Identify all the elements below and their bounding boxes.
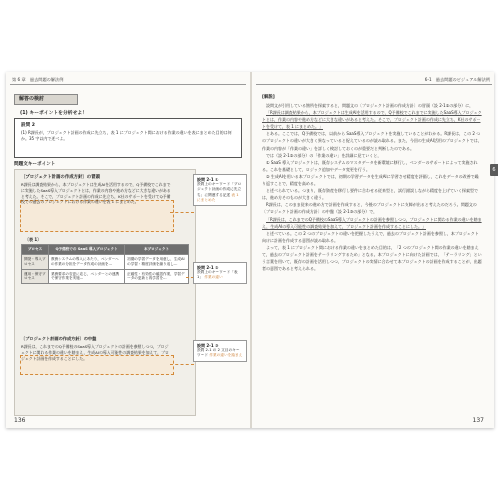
left-page	[10, 72, 246, 428]
note-leader-line	[170, 364, 194, 365]
step-title: (1) キーポイントを分析せよ！	[20, 111, 87, 116]
note-label: 設問 2-1 ③	[197, 343, 219, 348]
question-text: (1) R課長が，プロジェクト計画の作成に先立ち，表 1 にプロジェクト間における作業の違いを表にまとめた目的は何か。35 字以内で述べよ。	[21, 130, 232, 142]
table-header-cell: プロセス	[22, 245, 49, 255]
note-text: 設問上のキーワード「プロジェクト計画の作成に先立ち」に関連する記述	[197, 182, 242, 197]
note-text: 設問上のキーワード「表 1」	[197, 270, 238, 280]
excerpt1-title: 〔プロジェクト計画の作成方針〕の冒頭	[21, 175, 100, 180]
table-header-cell: 本プロジェクト	[125, 245, 189, 255]
right-page	[256, 72, 496, 428]
table-cell: 教務システムの導入にあたり，ベンダーへの作業の分担をデータ作成の計画を…	[49, 255, 125, 270]
annotation-heading: [解説]	[262, 95, 275, 100]
body-paragraph: とある。ここでは，Q予備校では，以前から SaaS導入プロジェクトを実施していることがわかる。R課長は，この 2 つのプロジェクトの違いが大きく異なっていると捉えているのが読み取れる。また，今回の生成AI活用のプロジェクトでは，作業の内容が「作業の違い」を詳しく検討しておくのが重要だと判断したのである。	[262, 131, 482, 151]
note-keyword: 作業の違い	[204, 275, 223, 280]
left-header-text: 第 6 章 過去問題の解法例	[12, 77, 64, 82]
question-label: 設問 2	[21, 123, 35, 128]
keypoint-panel	[14, 169, 196, 416]
table-row	[22, 269, 189, 284]
margin-note-1	[193, 174, 247, 206]
question-box	[14, 118, 242, 158]
excerpt2-text: R課長は，これまでのQ予備校のSaaS導入プロジェクトの計画を参照しつつ，プロジェクトに関わる作業の違いを踏まえ，生成AIの導入可能性の調査結果を加えて，プロジェクト計画を作成することにした。	[21, 344, 169, 361]
margin-note-2	[193, 262, 247, 284]
right-page-number: 137	[472, 417, 484, 424]
margin-note-3	[193, 340, 247, 362]
chapter-tab: 6	[490, 164, 498, 176]
body-paragraph: では（設 2-1②の部分）の「作業の違い」を詳細に見ていくと，	[266, 152, 382, 158]
body-paragraph: よって，表 1 にプロジェクト間における作業の違いをまとめた目的は，「2 つのプロジェクト間の作業の違いを踏まえて，過去のプロジェクト計画をテーラリングするため」となる。本プロジェクトに向けた計画では，「テーラリング」という言葉を用いて，既存の計画を活用しつつ，プロジェクトの実情に合わせて本プロジェクトの計画を作成することが，出題者の意図であると考えられる。	[262, 244, 482, 272]
note-keyword: 作業の違いを踏まえ	[209, 353, 243, 358]
body-paragraph: ① SaaS 導入プロジェクトは，既存システムのマスタデータを新環境に移行し，ベンダーのサポートによって実施される。これを基礎として，ロジック追加やデータ変更を行う。	[262, 159, 478, 172]
body-paragraph: 設問文が引用している箇所を探索すると，問題文の〔プロジェクト計画の作成方針〕の冒頭（設 2-1①の部分）に，	[266, 103, 474, 108]
table-cell: 業務要求の変更に応じ，ベンダーとの連携で保守作業を実施…	[49, 269, 125, 284]
book-gutter	[250, 72, 252, 428]
table-row	[22, 255, 189, 270]
table-cell: 正確性・有効性の確認作業，学習データの更新と再学習を…	[125, 269, 189, 284]
table-cell: 初期の学習データを用意し，生成AIの学習・精度評価を繰り返し…	[125, 255, 189, 270]
right-header-text: 6-1 過去問題のビジュアル解法例	[424, 77, 490, 82]
body-paragraph: R課長は，このまま従来の進め方で計画を作成すると，今後のプロジェクトに支障が出ると考えたのだろう。問題文の〔プロジェクト計画の作成方針〕の中盤（設 2-1③の部分）で，	[262, 202, 477, 215]
left-page-number: 136	[14, 417, 26, 424]
note-label: 設問 2-1 ②	[197, 265, 219, 270]
note-keyword: 表 1 にまとめた	[197, 192, 239, 202]
keypoint-heading: 問題文キーポイント	[14, 162, 56, 167]
table-header-cell: Q予備校での SaaS 導入プロジェクト	[49, 245, 125, 255]
note-label: 設問 2-1 ①	[197, 177, 219, 182]
table-header-row	[22, 245, 189, 255]
section-title: 解答の検討	[14, 94, 78, 105]
body-quote: 「R課長は，これまでのQ予備校のSaaS導入プロジェクトの計画を参照しつつ，プロジェクトに関わる作業の違いを踏まえ，生成AIの導入可能性の調査結果を加えて，プロジェクト計画を作成することにした。」	[262, 216, 482, 229]
excerpt1-text: R課長は調査結果から，本プロジェクトは生成AIを活用するので，Q予備校でこれまでに実施したSaaS導入プロジェクトとは，作業の内容や進め方などに大きな違いがあると考えた。そこで，プロジェクト計画の作成に先立ち，K社のサポートを受けてQ予備校での過去のプロジェクトにおける作業の違いを表 1 にまとめた。	[21, 182, 171, 205]
body-paragraph: と述べられている。つまり，既存資産を移行し要件に合わせる従来型と，試行錯誤しながら精度を上げていく探索型では，進め方そのものが大きく違う。	[262, 188, 478, 201]
explanation-body	[262, 102, 482, 272]
body-paragraph: と述べている。この 2 つのプロジェクトの違いを把握したうえで，過去のプロジェクト計画を参照し，本プロジェクト向けに計画を作成する意図が読み取れる。	[262, 230, 479, 243]
body-paragraph: ② 生成AIを用いる本プロジェクトでは，初期の学習データを生成AIに学習させ精度を評価し，これをデータの改善で繰り返すことで，精度を高める。	[262, 173, 479, 187]
note-leader-line	[170, 212, 194, 213]
table-cell: 運用・保守プロセス	[22, 269, 49, 284]
right-running-header	[256, 76, 492, 85]
left-running-header	[10, 76, 246, 85]
process-comparison-table	[21, 244, 189, 284]
note-text: 設問 2-1 の 2 文目のキーワード	[197, 348, 240, 358]
table-caption: 〔表 1〕	[25, 237, 42, 242]
excerpt2-title: 〔プロジェクト計画の作成方針〕の中盤	[21, 336, 97, 341]
body-quote: 「R課長は調査結果から，本プロジェクトは生成AIを活用するので，Q予備校でこれまでに実施したSaaS導入プロジェクトとは，作業の内容や進め方などに大きな違いがあると考えた。そこで，プロジェクト計画の作成に先立ち，K社のサポートを受けて，表 1 にまとめた。」	[262, 110, 482, 130]
table-cell: 開発・導入プロセス	[22, 255, 49, 270]
book-spread	[6, 72, 494, 428]
